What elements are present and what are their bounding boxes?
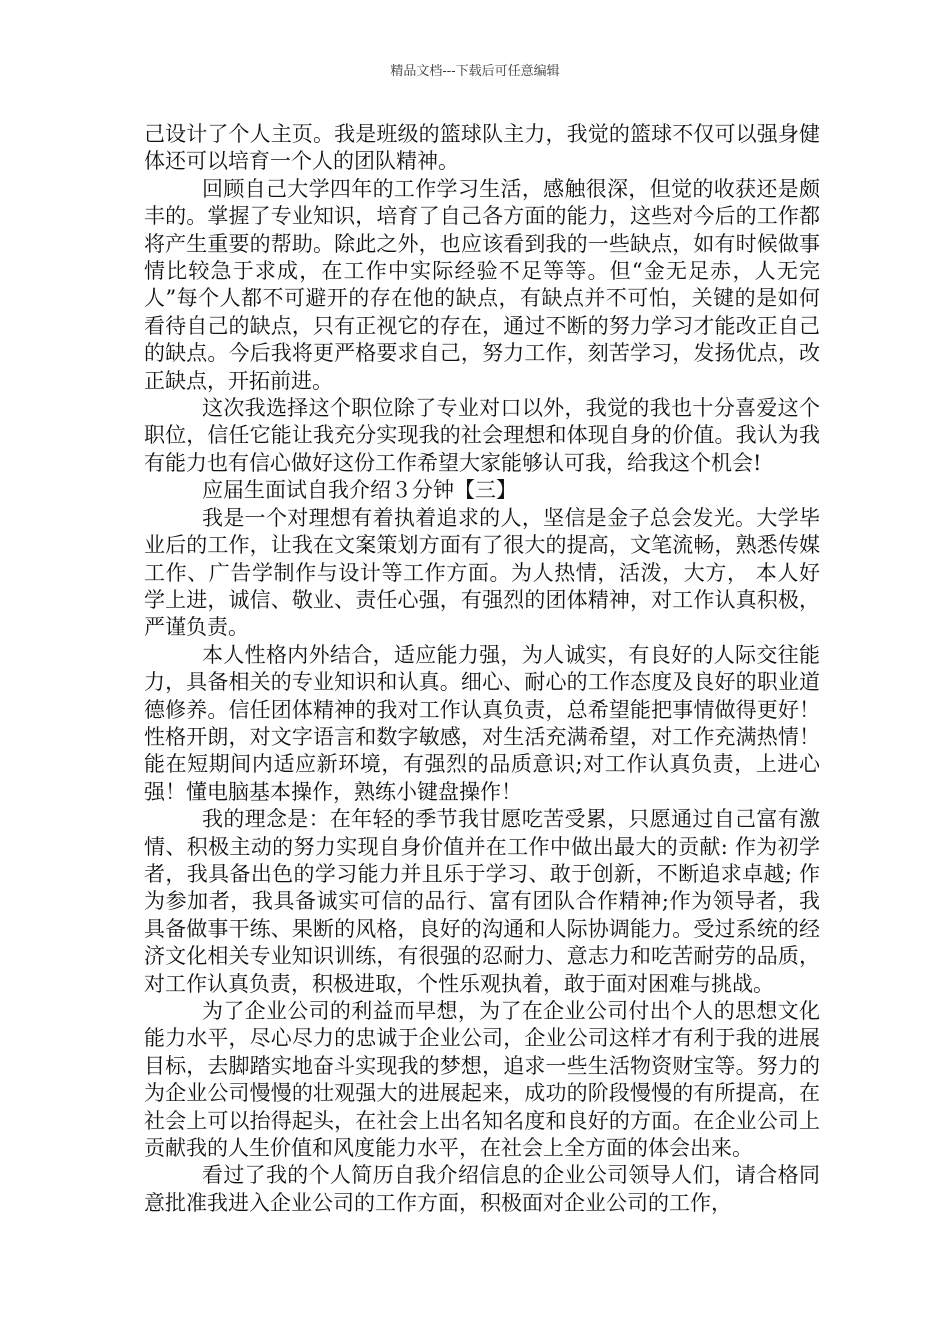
section-heading: 应届生面试自我介绍３分钟【三】 bbox=[202, 478, 517, 503]
paragraph-8: 看过了我的个人简历自我介绍信息的企业公司领导人们，请合格同意批准我进入企业公司的工作方面，积极面对企业公司的工作， bbox=[144, 1163, 820, 1215]
paragraph-4: 我是一个对理想有着执着追求的人，坚信是金子总会发光。大学毕业后的工作，让我在文案策划方面有了很大的提高，文笔流畅，熟悉传媒工作、广告学制作与设计等工作方面。为人热情，活泼，大方， 本人好学上进，诚信、敬业、责任心强，有强烈的团体精神，对工作认真积极，严谨负责。 bbox=[144, 505, 820, 640]
paragraph-1: 己设计了个人主页。我是班级的篮球队主力，我觉的篮球不仅可以强身健体还可以培育一个人的团队精神。 bbox=[144, 122, 820, 174]
document-body bbox=[144, 121, 820, 1217]
paragraph-2: 回顾自己大学四年的工作学习生活，感触很深，但觉的收获还是颇丰的。掌握了专业知识，培育了自己各方面的能力，这些对今后的工作都将产生重要的帮助。除此之外，也应该看到我的一些缺点，如有时候做事情比较急于求成，在工作中实际经验不足等等。但“金无足赤，人无完人”每个人都不可避开的存在他的缺点，有缺点并不可怕，关键的是如何看待自己的缺点，只有正视它的存在，通过不断的努力学习才能改正自己的缺点。今后我将更严格要求自己，努力工作，刻苦学习，发扬优点，改正缺点，开拓前进。 bbox=[144, 176, 820, 393]
paragraph-7: 为了企业公司的利益而早想，为了在企业公司付出个人的思想文化能力水平，尽心尽力的忠诚于企业公司，企业公司这样才有利于我的进展目标，去脚踏实地奋斗实现我的梦想，追求一些生活物资财宝等。努力的为企业公司慢慢的壮观强大的进展起来，成功的阶段慢慢的有所提高，在社会上可以抬得起头，在社会上出名知名度和良好的方面。在企业公司上贡献我的人生价值和风度能力水平，在社会上全方面的体会出来。 bbox=[144, 999, 820, 1161]
paragraph-5: 本人性格内外结合，适应能力强，为人诚实，有良好的人际交往能力，具备相关的专业知识和认真。细心、耐心的工作态度及良好的职业道德修养。信任团体精神的我对工作认真负责，总希望能把事情做得更好！性格开朗，对文字语言和数字敏感，对生活充满希望，对工作充满热情！能在短期间内适应新环境，有强烈的品质意识;对工作认真负责，上进心强！懂电脑基本操作，熟练小键盘操作！ bbox=[144, 642, 820, 804]
paragraph-3: 这次我选择这个职位除了专业对口以外，我觉的我也十分喜爱这个职位，信任它能让我充分实现我的社会理想和体现自身的价值。我认为我有能力也有信心做好这份工作希望大家能够认可我，给我这个机会! bbox=[144, 396, 820, 475]
page-header: 精品文档---下载后可任意编辑 bbox=[390, 64, 560, 79]
paragraph-6: 我的理念是：在年轻的季节我甘愿吃苦受累，只愿通过自己富有激情、积极主动的努力实现自身价值并在工作中做出最大的贡献: 作为初学者，我具备出色的学习能力并且乐于学习、敢于创新，不断追求卓越; 作为参加者，我具备诚实可信的品行、富有团队合作精神;作为领导者，我具备做事干练、果断的风格，良好的沟通和人际协调能力。受过系统的经济文化相关专业知识训练，有很强的忍耐力、意志力和吃苦耐劳的品质，对工作认真负责，积极进取，个性乐观执着，敢于面对困难与挑战。 bbox=[144, 807, 820, 996]
